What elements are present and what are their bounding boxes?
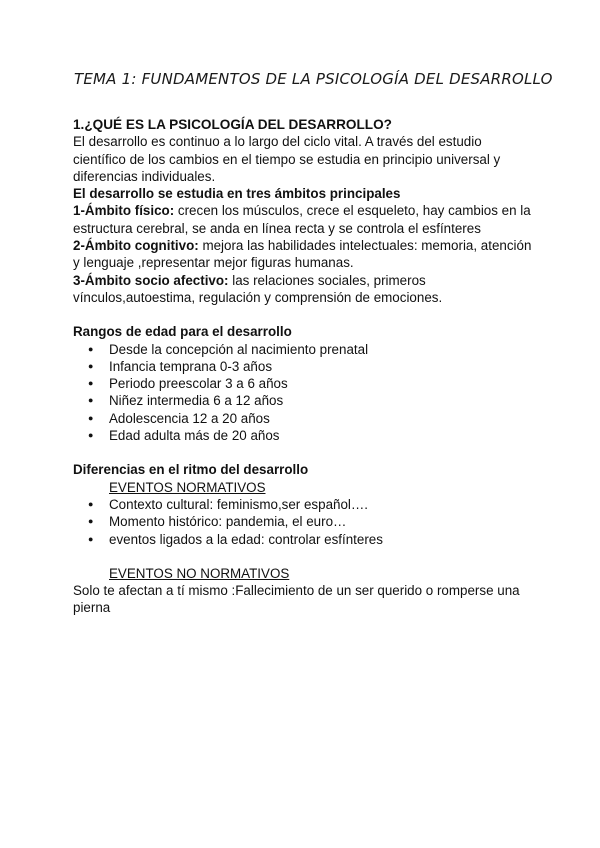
intro-line: El desarrollo es continuo a lo largo del ciclo vital. A través del estudio (73, 134, 482, 150)
ambito-socio-label: 3-Ámbito socio afectivo: (73, 272, 229, 288)
ambito-fisico-label: 1-Ámbito físico: (73, 203, 175, 219)
no-normativos-label: EVENTOS NO NORMATIVOS (109, 565, 290, 581)
ambito-socio-text: las relaciones sociales, primeros (228, 272, 426, 288)
list-item: ● Adolescencia 12 a 20 años (73, 410, 533, 427)
ambitos-heading: El desarrollo se estudia en tres ámbitos principales (73, 186, 401, 202)
list-item: ● Momento histórico: pandemia, el euro… (73, 513, 533, 530)
list-item: ● Periodo preescolar 3 a 6 años (73, 375, 533, 392)
ambito-cognitivo-cont: y lenguaje ,representar mejor figuras humanas. (73, 255, 354, 271)
ambito-cognitivo-text: mejora las habilidades intelectuales: memoria, atención (198, 238, 532, 254)
normativos-label: EVENTOS NORMATIVOS (109, 479, 266, 495)
list-item: ● Niñez intermedia 6 a 12 años (73, 392, 533, 409)
list-item: ● Contexto cultural: feminismo,ser español…. (73, 496, 533, 513)
list-item: ● Edad adulta más de 20 años (73, 427, 533, 444)
section-heading: 1.¿QUÉ ES LA PSICOLOGÍA DEL DESARROLLO? (73, 117, 392, 132)
list-item: ● eventos ligados a la edad: controlar esfínteres (73, 531, 533, 548)
document-body (73, 116, 533, 617)
ambito-socio-cont: vínculos,autoestima, regulación y comprensión de emociones. (73, 289, 443, 305)
ambito-cognitivo-label: 2-Ámbito cognitivo: (73, 238, 199, 254)
no-normativos-text: Solo te afectan a tí mismo :Fallecimiento de un ser querido o romperse una (73, 583, 520, 599)
ambito-fisico-cont: estructura cerebral, se anda en línea recta y se controla el esfínteres (73, 220, 481, 236)
ambito-socio (73, 272, 533, 289)
diferencias-heading: Diferencias en el ritmo del desarrollo (73, 462, 309, 478)
ambito-fisico (73, 202, 533, 219)
intro-line: científico de los cambios en el tiempo se estudia en principio universal y (73, 151, 501, 167)
ambito-cognitivo (73, 237, 533, 254)
intro-line: diferencias individuales. (73, 168, 216, 184)
document-title: TEMA 1: FUNDAMENTOS DE LA PSICOLOGÍA DEL DESARROLLO (74, 70, 553, 88)
rangos-list (73, 341, 533, 445)
rangos-heading: Rangos de edad para el desarrollo (73, 324, 292, 340)
list-item: ● Infancia temprana 0-3 años (73, 358, 533, 375)
normativos-list (73, 496, 533, 548)
ambito-fisico-text: crecen los músculos, crece el esqueleto, hay cambios en la (174, 203, 531, 219)
list-item: ● Desde la concepción al nacimiento prenatal (73, 341, 533, 358)
no-normativos-text-cont: pierna (73, 600, 111, 616)
